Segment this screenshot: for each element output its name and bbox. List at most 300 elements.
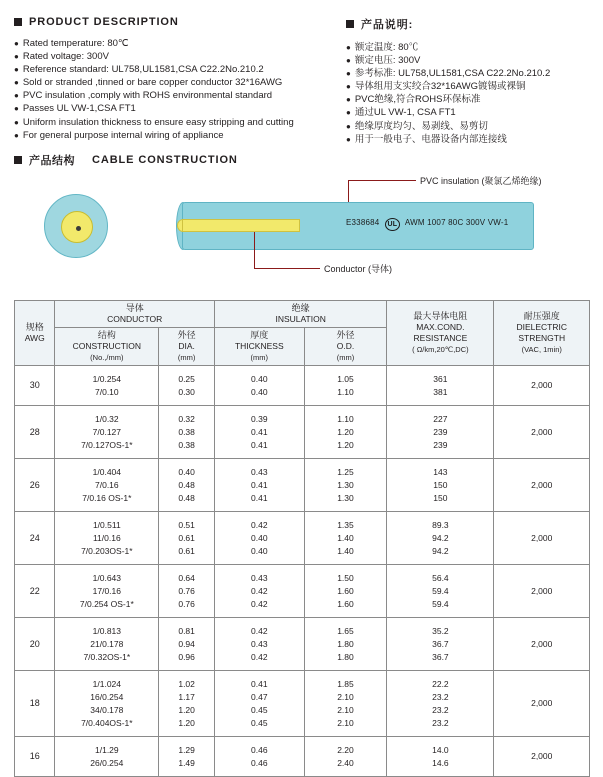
description-chinese-column — [346, 16, 590, 146]
cell-dielectric-values — [494, 585, 589, 598]
cell-construction — [55, 512, 159, 565]
cell-awg — [15, 459, 55, 512]
header-resistance-cn: 最大导体电阻 — [413, 311, 468, 321]
cell-value: 1.05 — [337, 373, 354, 384]
cell-value: 7/0.10 — [95, 386, 119, 397]
cell-dielectric — [494, 618, 590, 671]
header-awg-cn: 规格 — [25, 322, 44, 332]
cell-value: 1/0.404 — [92, 466, 122, 477]
cell-construction — [55, 366, 159, 406]
cell-value: 2,000 — [531, 751, 553, 761]
cell-resistance — [387, 459, 494, 512]
cell-awg-values — [15, 697, 54, 710]
callout-insulation-label: PVC insulation (聚氯乙烯绝缘) — [420, 176, 542, 186]
cell-value: 150 — [433, 492, 448, 503]
cell-construction — [55, 737, 159, 777]
round-bullet-icon: ● — [346, 56, 351, 66]
cell-construction — [55, 459, 159, 512]
cell-value: 0.30 — [178, 386, 195, 397]
cell-value: 0.39 — [251, 413, 268, 424]
cell-construction-values — [55, 744, 158, 770]
cell-value: 0.41 — [251, 439, 268, 450]
cell-value: 2.10 — [337, 717, 354, 728]
cell-resistance-values — [387, 466, 493, 505]
header-group-insulation-cn: 绝缘 — [291, 303, 310, 313]
cell-awg — [15, 565, 55, 618]
description-list-cn — [346, 41, 590, 146]
cross-section-core-dot — [76, 226, 81, 231]
cell-resistance — [387, 737, 494, 777]
cell-value: 0.42 — [251, 625, 268, 636]
cell-od — [304, 671, 387, 737]
cell-value: 16/0.254 — [90, 691, 124, 702]
cell-value: 1.10 — [337, 413, 354, 424]
cell-value: 1.65 — [337, 625, 354, 636]
round-bullet-icon: ● — [346, 82, 351, 92]
list-item — [346, 67, 590, 80]
table-row — [15, 366, 590, 406]
description-title-cn: 产品说明: — [361, 19, 414, 31]
cell-value: 0.41 — [251, 479, 268, 490]
header-resistance-en: MAX.COND. — [416, 322, 465, 332]
cell-value: 0.81 — [178, 625, 195, 636]
cell-value: 11/0.16 — [92, 532, 121, 543]
cell-value: 0.94 — [178, 638, 195, 649]
header-construction-en: CONSTRUCTION — [72, 341, 142, 351]
description-english-column — [14, 16, 346, 146]
list-item-label: 参考标准: UL758,UL1581,CSA C22.2No.210.2 — [354, 68, 551, 80]
cell-resistance-values — [387, 625, 493, 664]
cell-dia-values — [159, 466, 214, 505]
cell-value: 0.40 — [178, 466, 195, 477]
cell-value: 0.38 — [178, 439, 195, 450]
construction-title-cn: 产品结构 — [29, 155, 75, 167]
header-dielectric — [494, 301, 590, 366]
cell-value: 0.41 — [251, 492, 268, 503]
cell-value: 0.42 — [251, 585, 268, 596]
cell-value: 0.42 — [251, 598, 268, 609]
leader-line-insulation-vertical — [348, 180, 349, 202]
cell-dia — [159, 512, 215, 565]
table-row — [15, 406, 590, 459]
cell-thickness — [214, 366, 304, 406]
table-header — [15, 301, 590, 366]
cell-value: 1/1.024 — [92, 678, 122, 689]
square-bullet-icon — [346, 20, 354, 28]
cell-value: 1.40 — [337, 532, 354, 543]
list-item — [14, 76, 346, 89]
cell-value: 0.43 — [251, 572, 268, 583]
cell-dia-values — [159, 744, 214, 770]
cell-construction-values — [55, 678, 158, 730]
header-awg-en: AWG — [24, 333, 45, 343]
cell-dia — [159, 406, 215, 459]
cell-dielectric-values — [494, 532, 589, 545]
cell-value: 30 — [29, 380, 40, 390]
round-bullet-icon: ● — [14, 117, 19, 127]
cell-value: 23.2 — [432, 691, 449, 702]
cell-resistance-values — [387, 413, 493, 452]
list-item-label: PVC insulation ,comply with ROHS environmental standard — [22, 90, 273, 102]
cell-value: 28 — [29, 426, 40, 437]
cell-od-values — [305, 519, 387, 558]
list-item-label: 额定电压: 300V — [354, 55, 421, 67]
cell-awg — [15, 671, 55, 737]
cell-value: 34/0.178 — [90, 704, 124, 715]
cell-value: 1.20 — [178, 704, 195, 715]
cell-awg-values — [15, 638, 54, 651]
cell-value: 2,000 — [531, 532, 553, 543]
cell-awg-values — [15, 750, 54, 763]
table-header-group-row — [15, 301, 590, 328]
cell-awg — [15, 618, 55, 671]
cell-dia-values — [159, 678, 214, 730]
cell-dielectric-values — [494, 697, 589, 710]
cell-dielectric — [494, 406, 590, 459]
cell-value: 1.40 — [337, 545, 354, 556]
cell-dielectric — [494, 459, 590, 512]
header-dia-cn: 外径 — [177, 330, 196, 340]
header-construction-cn: 结构 — [97, 330, 116, 340]
list-item — [346, 93, 590, 106]
cell-value: 22 — [29, 585, 40, 596]
list-item — [346, 106, 590, 119]
cell-thickness-values — [215, 572, 304, 611]
cell-value: 1.20 — [337, 426, 354, 437]
cell-construction-values — [55, 466, 158, 505]
description-list-en — [14, 37, 346, 142]
cell-dia — [159, 565, 215, 618]
cell-od — [304, 512, 387, 565]
header-group-insulation — [214, 301, 386, 328]
cell-value: 2,000 — [531, 479, 553, 490]
cell-value: 1.80 — [337, 638, 354, 649]
header-thickness — [214, 328, 304, 366]
cell-value: 7/0.404OS-1* — [81, 717, 133, 728]
cell-value: 227 — [433, 413, 448, 424]
cell-dia — [159, 737, 215, 777]
construction-title-en: CABLE CONSTRUCTION — [92, 154, 238, 166]
conductor-strip — [182, 219, 300, 232]
cell-construction — [55, 406, 159, 459]
cell-od-values — [305, 744, 387, 770]
cell-value: 94.2 — [432, 532, 449, 543]
list-item — [14, 116, 346, 129]
cell-resistance-values — [387, 572, 493, 611]
cell-value: 16 — [29, 751, 40, 761]
header-group-conductor-en: CONDUCTOR — [107, 314, 163, 324]
cell-awg-values — [15, 426, 54, 439]
cell-value: 239 — [433, 439, 448, 450]
header-dia-sub: (mm) — [177, 353, 196, 362]
cell-construction — [55, 565, 159, 618]
cell-value: 89.3 — [432, 519, 449, 530]
cell-dia — [159, 459, 215, 512]
round-bullet-icon: ● — [346, 134, 351, 144]
cell-value: 1/0.643 — [92, 572, 122, 583]
callout-conductor-label: Conductor (导体) — [324, 264, 393, 274]
table-row — [15, 459, 590, 512]
cell-resistance — [387, 512, 494, 565]
list-item-label: For general purpose internal wiring of appliance — [22, 129, 224, 141]
cell-resistance — [387, 618, 494, 671]
cross-section-insulation — [44, 194, 108, 258]
cell-resistance — [387, 366, 494, 406]
list-item — [346, 133, 590, 146]
leader-line-conductor-vertical — [254, 232, 255, 268]
cell-value: 0.51 — [178, 519, 195, 530]
cell-thickness-values — [215, 466, 304, 505]
leader-line-conductor-horizontal — [254, 268, 320, 269]
cell-value: 59.4 — [432, 585, 449, 596]
cell-value: 0.41 — [251, 426, 268, 437]
list-item-label: 导体组用支实绞合32*16AWG镀锡或裸铜 — [354, 81, 526, 93]
cell-value: 56.4 — [432, 572, 449, 583]
round-bullet-icon: ● — [14, 39, 19, 48]
cell-value: 23.2 — [432, 704, 449, 715]
description-title-en: PRODUCT DESCRIPTION — [29, 16, 179, 28]
cell-awg — [15, 512, 55, 565]
cell-value: 94.2 — [432, 545, 449, 556]
round-bullet-icon: ● — [346, 108, 351, 118]
cell-value: 2.20 — [337, 744, 354, 755]
cell-thickness-values — [215, 678, 304, 730]
cell-value: 2,000 — [531, 585, 553, 596]
cell-construction — [55, 618, 159, 671]
cell-od-values — [305, 625, 387, 664]
list-item-label: Rated voltage: 300V — [22, 51, 109, 63]
header-resistance-en2: RESISTANCE — [413, 333, 468, 343]
cell-dielectric — [494, 366, 590, 406]
cell-dia-values — [159, 373, 214, 399]
cell-value: 18 — [29, 698, 40, 708]
header-thickness-cn: 厚度 — [250, 330, 269, 340]
cell-value: 1.30 — [337, 479, 354, 490]
cell-value: 17/0.16 — [92, 585, 122, 596]
cell-od — [304, 459, 387, 512]
cell-value: 24 — [29, 532, 40, 543]
cell-dielectric-values — [494, 479, 589, 492]
cell-value: 143 — [433, 466, 448, 477]
cell-value: 7/0.16 OS-1* — [82, 492, 132, 503]
list-item-label: 绝缘厚度均匀、易剥线、易剪切 — [354, 120, 488, 132]
cell-dia-values — [159, 413, 214, 452]
cell-value: 1.20 — [178, 717, 195, 728]
cell-construction-values — [55, 572, 158, 611]
cell-value: 1.60 — [337, 585, 354, 596]
header-resistance — [387, 301, 494, 366]
cell-value: 36.7 — [432, 651, 449, 662]
cell-value: 0.96 — [178, 651, 195, 662]
cell-value: 0.47 — [251, 691, 268, 702]
round-bullet-icon: ● — [14, 104, 19, 114]
round-bullet-icon: ● — [14, 65, 19, 75]
header-dielectric-sub: (VAC, 1min) — [521, 345, 562, 354]
header-dielectric-en: DIELECTRIC — [516, 322, 567, 332]
cell-value: 0.46 — [251, 757, 268, 768]
round-bullet-icon: ● — [14, 91, 19, 101]
header-od-sub: (mm) — [336, 353, 355, 362]
cell-value: 7/0.127OS-1* — [81, 439, 133, 450]
cell-thickness-values — [215, 625, 304, 664]
cell-value: 361 — [433, 373, 448, 384]
description-heading-en — [14, 16, 346, 28]
round-bullet-icon: ● — [346, 43, 351, 52]
list-item-label: 用于一般电子、电器设备内部连接线 — [354, 133, 507, 145]
cell-dielectric — [494, 512, 590, 565]
cable-construction-diagram — [14, 172, 590, 284]
cell-resistance-values — [387, 373, 493, 399]
cell-value: 1.29 — [178, 744, 195, 755]
cell-awg-values — [15, 379, 54, 392]
cell-value: 1/0.32 — [95, 413, 119, 424]
cell-thickness-values — [215, 744, 304, 770]
cell-value: 1.30 — [337, 492, 354, 503]
product-description-section — [14, 16, 590, 146]
table-row — [15, 671, 590, 737]
list-item-label: Reference standard: UL758,UL1581,CSA C22.2No.210.2 — [22, 64, 264, 76]
cell-value: 7/0.203OS-1* — [81, 545, 133, 556]
cell-thickness — [214, 565, 304, 618]
cell-value: 0.43 — [251, 638, 268, 649]
cell-resistance-values — [387, 744, 493, 770]
cell-value: 1.50 — [337, 572, 354, 583]
round-bullet-icon: ● — [346, 95, 351, 105]
cell-value: 0.48 — [178, 492, 195, 503]
list-item-label: Sold or stranded ,tinned or bare copper conductor 32*16AWG — [22, 77, 283, 89]
cell-value: 7/0.254 OS-1* — [79, 598, 134, 609]
cell-value: 2,000 — [531, 638, 553, 649]
cell-dia-values — [159, 572, 214, 611]
cell-thickness — [214, 406, 304, 459]
cell-value: 1/0.254 — [92, 373, 122, 384]
cell-value: 35.2 — [432, 625, 449, 636]
cell-value: 22.2 — [432, 678, 449, 689]
construction-heading — [14, 152, 238, 168]
list-item-label: Passes UL VW-1,CSA FT1 — [22, 103, 136, 115]
cell-value: 0.48 — [178, 479, 195, 490]
cell-thickness-values — [215, 373, 304, 399]
print-file-number: E338684 — [346, 218, 380, 227]
cell-value: 0.45 — [251, 717, 268, 728]
cell-dia — [159, 671, 215, 737]
round-bullet-icon: ● — [14, 78, 19, 88]
cell-dia-values — [159, 625, 214, 664]
cell-od-values — [305, 572, 387, 611]
cell-value: 1.49 — [178, 757, 195, 768]
header-awg — [15, 301, 55, 366]
cell-od-values — [305, 373, 387, 399]
header-dielectric-en2: STRENGTH — [518, 333, 566, 343]
header-group-insulation-en: INSULATION — [275, 314, 326, 324]
cable-surface-print — [346, 218, 508, 231]
cell-value: 381 — [433, 386, 448, 397]
list-item — [346, 120, 590, 133]
square-bullet-icon — [14, 156, 22, 164]
header-thickness-sub: (mm) — [250, 353, 269, 362]
cell-dia-values — [159, 519, 214, 558]
cell-value: 1/0.511 — [92, 519, 121, 530]
list-item-label: 额定温度: 80℃ — [354, 42, 419, 53]
cell-construction-values — [55, 519, 158, 558]
cell-resistance — [387, 406, 494, 459]
cell-value: 26 — [29, 479, 40, 490]
cell-thickness — [214, 459, 304, 512]
header-dia-en: DIA. — [178, 341, 195, 351]
cell-value: 0.41 — [251, 678, 268, 689]
list-item — [14, 37, 346, 50]
cell-od — [304, 406, 387, 459]
list-item — [346, 54, 590, 67]
cell-awg — [15, 737, 55, 777]
round-bullet-icon: ● — [346, 121, 351, 131]
cell-value: 23.2 — [432, 717, 449, 728]
description-heading-cn — [346, 16, 590, 32]
cell-value: 0.38 — [178, 426, 195, 437]
leader-line-insulation-horizontal — [348, 180, 416, 181]
cell-value: 0.76 — [178, 598, 195, 609]
list-item-label: Uniform insulation thickness to ensure easy stripping and cutting — [22, 116, 294, 128]
cell-value: 150 — [433, 479, 448, 490]
header-group-conductor — [55, 301, 215, 328]
cell-value: 2,000 — [531, 698, 553, 708]
list-item-label: PVC绝缘,符合ROHS环保标准 — [354, 94, 481, 106]
cell-value: 1.85 — [337, 678, 354, 689]
header-construction — [55, 328, 159, 366]
header-thickness-en: THICKNESS — [234, 341, 284, 351]
cell-construction-values — [55, 373, 158, 399]
header-dia — [159, 328, 215, 366]
cell-value: 0.46 — [251, 744, 268, 755]
cell-value: 1/0.813 — [92, 625, 122, 636]
cell-value: 0.25 — [178, 373, 195, 384]
cell-value: 0.40 — [251, 373, 268, 384]
cell-od — [304, 565, 387, 618]
cell-value: 7/0.16 — [95, 479, 119, 490]
cell-resistance-values — [387, 678, 493, 730]
cell-value: 239 — [433, 426, 448, 437]
cell-value: 2.10 — [337, 691, 354, 702]
cell-value: 14.0 — [432, 744, 449, 755]
header-od — [304, 328, 387, 366]
cell-awg-values — [15, 479, 54, 492]
cell-value: 7/0.127 — [92, 426, 122, 437]
list-item — [14, 50, 346, 63]
cell-value: 0.61 — [178, 545, 195, 556]
cell-dielectric — [494, 737, 590, 777]
square-bullet-icon — [14, 18, 22, 26]
list-item — [14, 89, 346, 102]
cell-construction-values — [55, 625, 158, 664]
cell-resistance-values — [387, 519, 493, 558]
cell-construction-values — [55, 413, 158, 452]
cell-value: 1.10 — [337, 386, 354, 397]
cell-dielectric-values — [494, 638, 589, 651]
cell-dia — [159, 618, 215, 671]
cell-od — [304, 618, 387, 671]
cell-value: 7/0.32OS-1* — [83, 651, 131, 662]
table-row — [15, 618, 590, 671]
cross-section-conductor — [61, 211, 93, 243]
header-dielectric-cn: 耐压强度 — [523, 311, 560, 321]
cell-value: 0.42 — [251, 651, 268, 662]
cell-value: 2.40 — [337, 757, 354, 768]
cell-dia — [159, 366, 215, 406]
cell-value: 1.17 — [178, 691, 195, 702]
cell-value: 0.45 — [251, 704, 268, 715]
ul-logo-icon: UL — [385, 218, 400, 231]
cell-value: 0.40 — [251, 386, 268, 397]
